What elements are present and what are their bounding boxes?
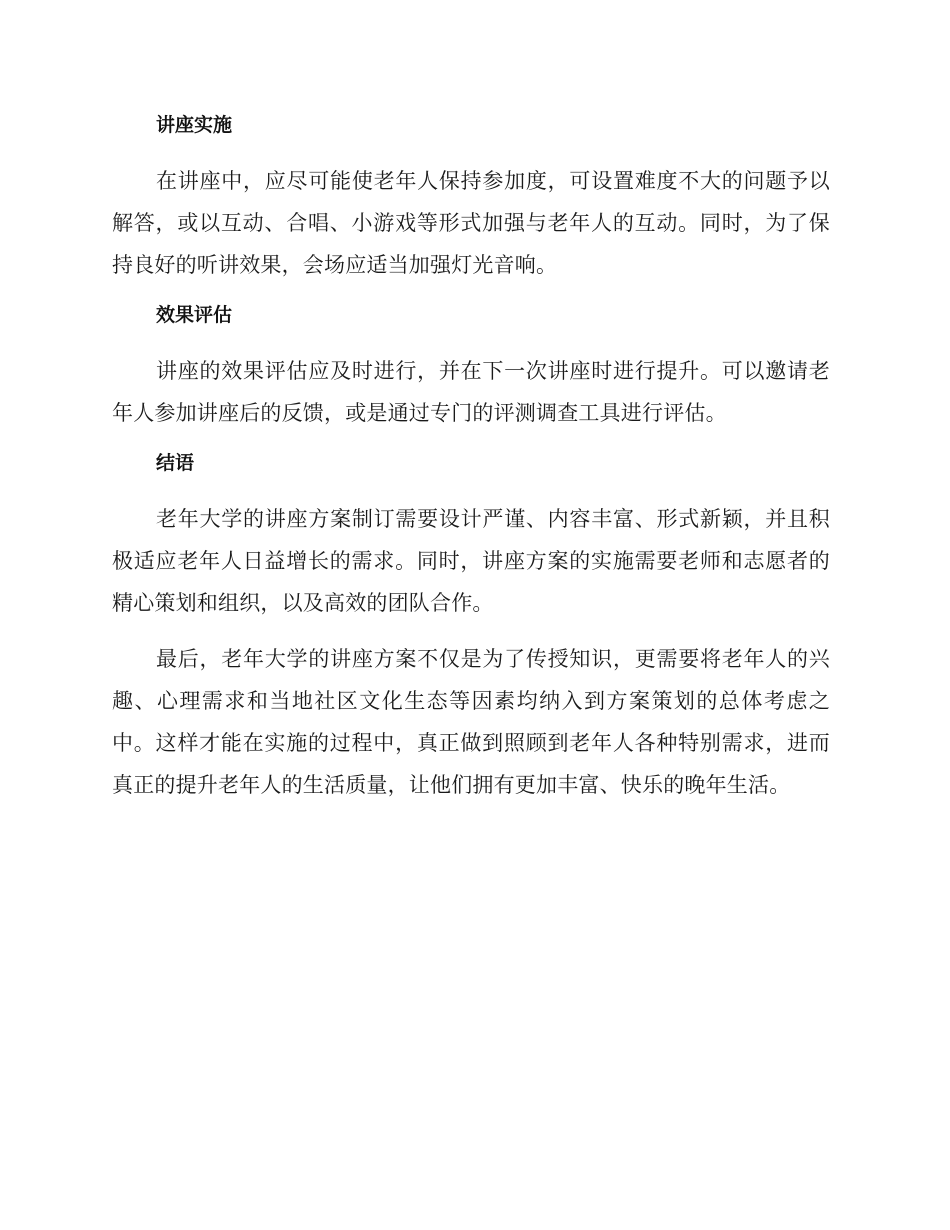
section-implementation — [112, 110, 830, 286]
section-conclusion — [112, 448, 830, 806]
section-heading: 讲座实施 — [156, 114, 233, 136]
section-heading: 结语 — [156, 452, 195, 474]
paragraph: 讲座的效果评估应及时进行，并在下一次讲座时进行提升。可以邀请老年人参加讲座后的反馈，或是通过专门的评测调查工具进行评估。 — [112, 359, 830, 425]
paragraph: 最后，老年大学的讲座方案不仅是为了传授知识，更需要将老年人的兴趣、心理需求和当地社区文化生态等因素均纳入到方案策划的总体考虑之中。这样才能在实施的过程中，真正做到照顾到老年人各种特别需求，进而真正的提升老年人的生活质量，让他们拥有更加丰富、快乐的晚年生活。 — [112, 647, 830, 797]
section-heading: 效果评估 — [156, 304, 233, 326]
section-evaluation — [112, 300, 830, 434]
paragraph: 在讲座中，应尽可能使老年人保持参加度，可设置难度不大的问题予以解答，或以互动、合唱、小游戏等形式加强与老年人的互动。同时，为了保持良好的听讲效果，会场应适当加强灯光音响。 — [112, 169, 830, 277]
paragraph: 老年大学的讲座方案制订需要设计严谨、内容丰富、形式新颖，并且积极适应老年人日益增长的需求。同时，讲座方案的实施需要老师和志愿者的精心策划和组织，以及高效的团队合作。 — [112, 507, 830, 615]
